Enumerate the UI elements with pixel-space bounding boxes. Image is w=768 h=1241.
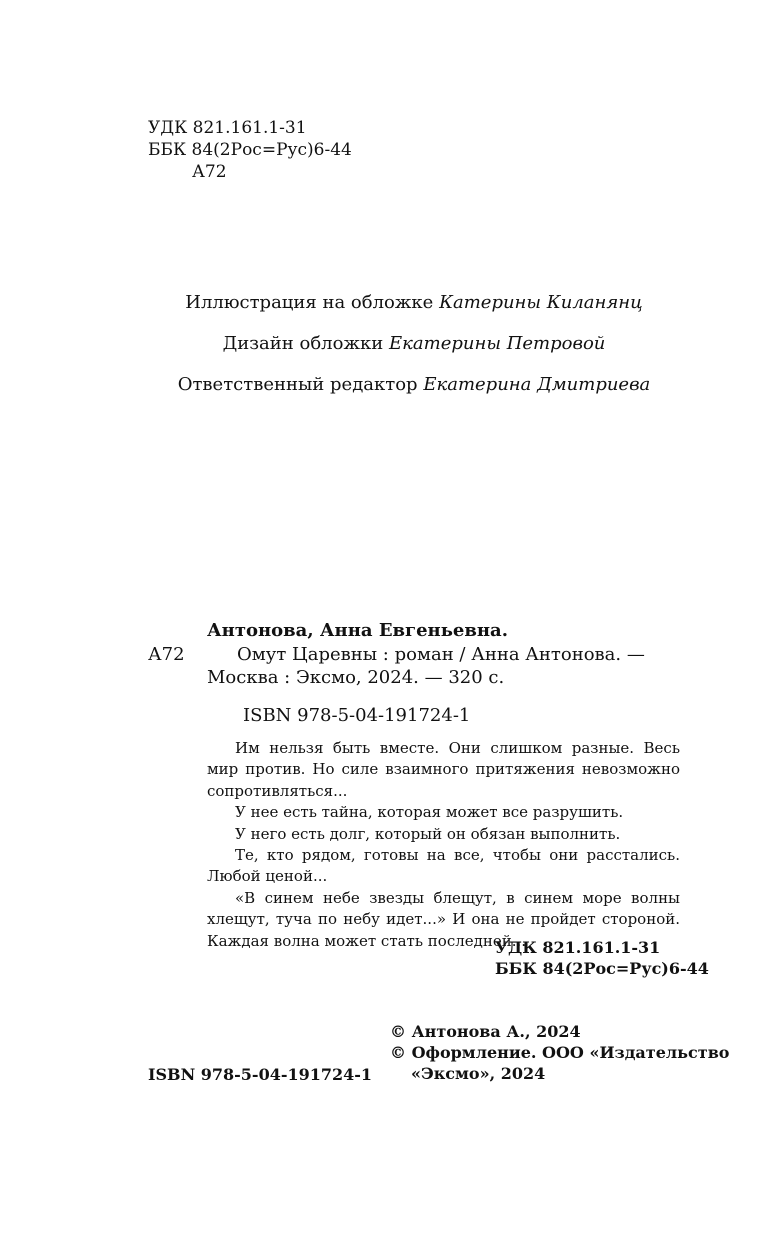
- bib-title-line: Омут Царевны : роман / Анна Антонова. —: [237, 644, 645, 665]
- author-heading: Антонова, Анна Евгеньевна.: [207, 620, 508, 641]
- credit-role: Иллюстрация на обложке: [185, 292, 434, 313]
- bib-isbn: ISBN 978-5-04-191724-1: [243, 705, 471, 726]
- annotation-paragraph: Те, кто рядом, готовы на все, чтобы они расстались. Любой ценой...: [207, 846, 680, 886]
- bbk-code: ББК 84(2Рос=Рус)6-44: [148, 140, 352, 160]
- credit-role: Дизайн обложки: [222, 333, 384, 354]
- annotation-paragraph: У него есть долг, который он обязан выполнить.: [235, 824, 621, 843]
- footer-udk-code: УДК 821.161.1-31: [495, 938, 661, 957]
- footer-bbk-code: ББК 84(2Рос=Рус)6-44: [495, 959, 709, 978]
- copyright-design: © Оформление. ООО «Издательство: [390, 1043, 730, 1062]
- footer-isbn: ISBN 978-5-04-191724-1: [148, 1065, 373, 1084]
- credit-name: Екатерина Дмитриева: [423, 374, 651, 395]
- bib-author-mark: А72: [148, 644, 185, 665]
- bib-publisher-line: Москва : Эксмо, 2024. — 320 с.: [207, 667, 505, 688]
- credit-name: Катерины Киланянц: [439, 292, 643, 313]
- copyright-author: © Антонова А., 2024: [390, 1022, 581, 1041]
- copyright-design-cont: «Эксмо», 2024: [411, 1064, 546, 1083]
- credit-editor: [0, 374, 768, 396]
- annotation: [207, 738, 680, 952]
- credit-role: Ответственный редактор: [177, 374, 418, 395]
- udk-code: УДК 821.161.1-31: [148, 118, 307, 138]
- credit-name: Екатерины Петровой: [389, 333, 606, 354]
- annotation-paragraph: «В синем небе звезды блещут, в синем море волны хлещут, туча по небу идет...» И она не пройдет стороной. Каждая волна может стать последней...: [207, 888, 680, 950]
- annotation-paragraph: Им нельзя быть вместе. Они слишком разные. Весь мир против. Но силе взаимного притяжения невозможно сопротивляться...: [207, 739, 680, 800]
- credit-illustration: [0, 292, 768, 314]
- annotation-paragraph: У нее есть тайна, которая может все разрушить.: [235, 803, 624, 822]
- author-mark: А72: [192, 162, 227, 182]
- credit-cover-design: [0, 333, 768, 355]
